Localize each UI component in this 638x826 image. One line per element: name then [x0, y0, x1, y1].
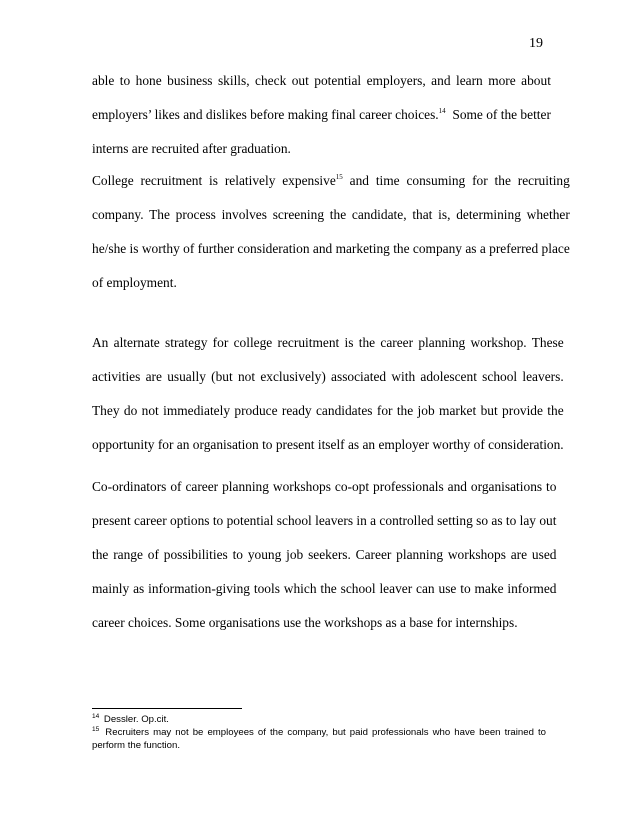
paragraph-line: Co-ordinators of career planning workshops co-opt professionals and organisations to — [92, 479, 557, 494]
line-text: Some of the better — [445, 107, 551, 122]
footnote — [92, 726, 546, 752]
footnote-separator — [92, 708, 242, 709]
line-text: employers’ likes and dislikes before making final career choices. — [92, 107, 439, 122]
paragraph-3 — [92, 326, 564, 462]
footnote-text: Dessler. Op.cit. — [101, 714, 169, 725]
footnote-reference: 14 — [438, 107, 446, 115]
page-number: 19 — [529, 36, 543, 51]
paragraph-2 — [92, 164, 570, 300]
footnotes — [92, 713, 546, 752]
paragraph-line: mainly as information-giving tools which the school leaver can use to make informed — [92, 581, 557, 596]
paragraph-line: company. The process involves screening the candidate, that is, determining whether — [92, 207, 570, 222]
footnote-reference: 15 — [335, 173, 343, 181]
footnote-number: 14 — [92, 713, 100, 720]
paragraph-line — [92, 164, 570, 198]
paragraph-line: present career options to potential school leavers in a controlled setting so as to lay out — [92, 513, 557, 528]
footnote — [92, 713, 546, 726]
paragraph-line: he/she is worthy of further consideration and marketing the company as a preferred place — [92, 241, 570, 256]
paragraph-line: opportunity for an organisation to present itself as an employer worthy of consideration. — [92, 437, 564, 452]
paragraph-line: interns are recruited after graduation. — [92, 141, 291, 156]
paragraph-1 — [92, 64, 551, 166]
line-text: and time consuming for the recruiting — [342, 173, 570, 188]
paragraph-line: An alternate strategy for college recruitment is the career planning workshop. These — [92, 335, 564, 350]
footnote-number: 15 — [92, 726, 100, 733]
paragraph-line — [92, 98, 551, 132]
paragraph-line: able to hone business skills, check out potential employers, and learn more about — [92, 73, 551, 88]
paragraph-4 — [92, 470, 556, 640]
paragraph-line: activities are usually (but not exclusively) associated with adolescent school leavers. — [92, 369, 564, 384]
paragraph-line: They do not immediately produce ready candidates for the job market but provide the — [92, 403, 564, 418]
paragraph-line: the range of possibilities to young job seekers. Career planning workshops are used — [92, 547, 557, 562]
footnote-text: Recruiters may not be employees of the company, but paid professionals who have been trained to perform the function. — [92, 727, 546, 751]
paragraph-line: career choices. Some organisations use the workshops as a base for internships. — [92, 615, 518, 630]
line-text: College recruitment is relatively expensive — [92, 173, 336, 188]
paragraph-line: of employment. — [92, 275, 177, 290]
